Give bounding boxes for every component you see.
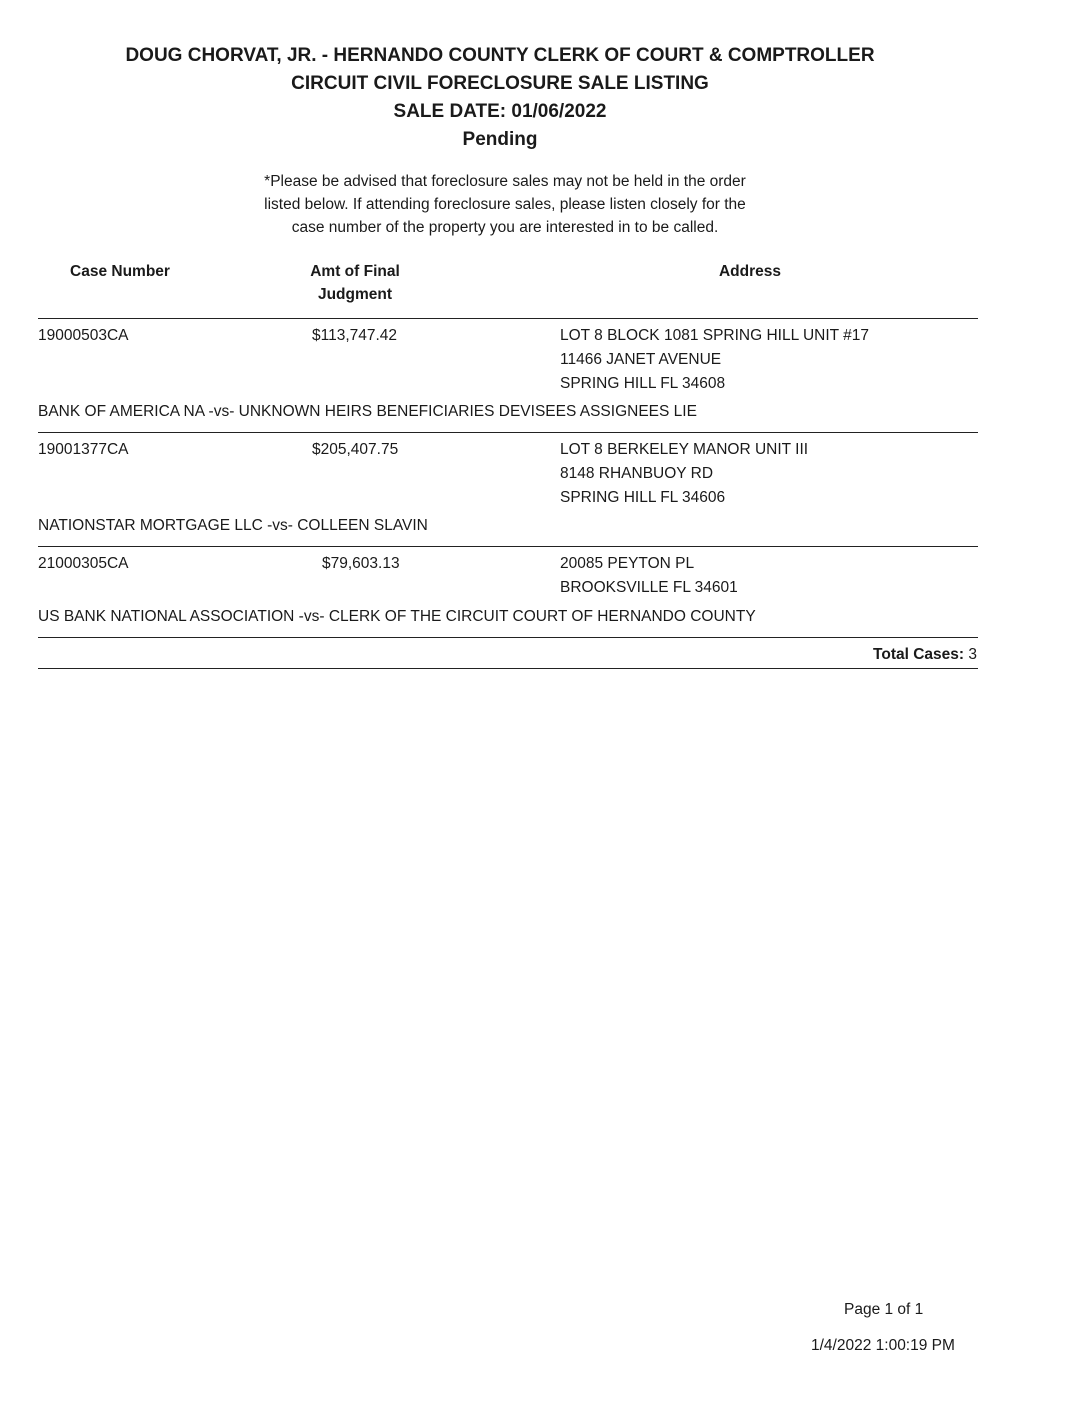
clerk-title: DOUG CHORVAT, JR. - HERNANDO COUNTY CLERK OF COURT & COMPTROLLER bbox=[125, 45, 875, 66]
case-number: 19001377CA bbox=[38, 441, 129, 458]
judgment-amount: $205,407.75 bbox=[312, 441, 399, 458]
property-address bbox=[560, 552, 738, 600]
divider bbox=[38, 637, 978, 638]
divider bbox=[38, 546, 978, 547]
property-address bbox=[560, 324, 869, 396]
document-header bbox=[0, 42, 1000, 154]
case-number: 19000503CA bbox=[38, 327, 129, 344]
address-line: SPRING HILL FL 34608 bbox=[560, 375, 726, 392]
address-line: LOT 8 BERKELEY MANOR UNIT III bbox=[560, 441, 809, 458]
total-cases bbox=[873, 643, 977, 667]
column-header-address: Address bbox=[718, 263, 782, 280]
address-line: 11466 JANET AVENUE bbox=[560, 351, 722, 368]
judgment-amount: $113,747.42 bbox=[312, 327, 398, 344]
column-header-case-number: Case Number bbox=[70, 263, 170, 280]
notice-text bbox=[215, 170, 795, 239]
address-line: 8148 RHANBUOY RD bbox=[560, 465, 714, 482]
address-line: LOT 8 BLOCK 1081 SPRING HILL UNIT #17 bbox=[560, 327, 869, 344]
case-number: 21000305CA bbox=[38, 555, 129, 572]
total-cases-label: Total Cases: bbox=[873, 646, 965, 663]
divider bbox=[38, 318, 978, 319]
case-parties: US BANK NATIONAL ASSOCIATION -vs- CLERK OF THE CIRCUIT COURT OF HERNANDO COUNTY bbox=[38, 608, 756, 625]
case-parties: NATIONSTAR MORTGAGE LLC -vs- COLLEEN SLAVIN bbox=[38, 517, 428, 534]
address-line: SPRING HILL FL 34606 bbox=[560, 489, 726, 506]
address-line: BROOKSVILLE FL 34601 bbox=[560, 579, 738, 596]
listing-title: CIRCUIT CIVIL FORECLOSURE SALE LISTING bbox=[291, 73, 709, 94]
address-line: 20085 PEYTON PL bbox=[560, 555, 695, 572]
notice-line: *Please be advised that foreclosure sales may not be held in the order bbox=[264, 173, 746, 190]
case-parties: BANK OF AMERICA NA -vs- UNKNOWN HEIRS BENEFICIARIES DEVISEES ASSIGNEES LIE bbox=[38, 403, 697, 420]
notice-line: listed below. If attending foreclosure sales, please listen closely for the bbox=[264, 196, 746, 213]
status-label: Pending bbox=[462, 129, 538, 150]
notice-line: case number of the property you are interested in to be called. bbox=[291, 219, 719, 236]
total-cases-value: 3 bbox=[968, 646, 977, 663]
divider bbox=[38, 432, 978, 433]
print-timestamp: 1/4/2022 1:00:19 PM bbox=[811, 1337, 955, 1354]
sale-date: SALE DATE: 01/06/2022 bbox=[393, 101, 607, 122]
divider bbox=[38, 668, 978, 669]
column-header-amount: Amt of Final Judgment bbox=[310, 263, 400, 303]
page-number: Page 1 of 1 bbox=[844, 1301, 924, 1318]
judgment-amount: $79,603.13 bbox=[322, 555, 400, 572]
property-address bbox=[560, 438, 808, 510]
